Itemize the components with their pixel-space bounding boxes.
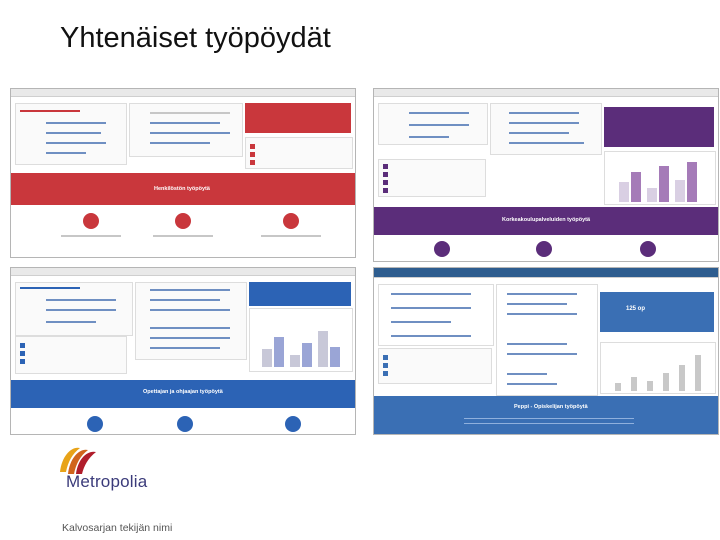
- people-icon: [434, 241, 450, 257]
- calendar-icon: [640, 241, 656, 257]
- banner-label: Peppi - Opiskelijan työpöytä: [514, 404, 588, 410]
- check-icon: [87, 416, 103, 432]
- left-panel: [378, 284, 494, 346]
- app-topbar: [374, 89, 718, 97]
- app-topbar: [11, 268, 355, 276]
- app-topbar: [11, 89, 355, 97]
- notice-card: [604, 107, 714, 147]
- credits-card: [600, 292, 714, 332]
- tools-icon: [285, 416, 301, 432]
- center-panel: [490, 103, 602, 155]
- banner-label: Henkilöstön työpöytä: [154, 186, 210, 192]
- banner-label: Korkeakoulupalveluiden työpöytä: [502, 217, 591, 223]
- settings-icon: [283, 213, 299, 229]
- screenshot-services-desktop: [373, 88, 719, 262]
- screenshot-student-desktop: [373, 267, 719, 435]
- desktop-banner: [11, 380, 355, 408]
- center-panel: [135, 282, 247, 360]
- center-panel: [496, 284, 598, 396]
- desktop-banner: [374, 396, 718, 434]
- app-topbar: [374, 268, 718, 278]
- footer-author: Kalvosarjan tekijän nimi: [62, 522, 173, 534]
- logo-wordmark: Metropolia: [66, 472, 148, 491]
- inbox-list: [378, 159, 486, 197]
- center-panel: [129, 103, 243, 157]
- left-panel: [15, 282, 133, 336]
- bar-chart: [604, 151, 716, 205]
- document-icon: [175, 213, 191, 229]
- desktop-banner: [11, 173, 355, 205]
- inbox-list: [378, 348, 492, 384]
- credits-value: 125 op: [626, 306, 646, 312]
- screenshot-teacher-desktop: [10, 267, 356, 435]
- bar-chart: [249, 308, 353, 372]
- inbox-list: [15, 336, 127, 374]
- list-icon: [536, 241, 552, 257]
- left-panel: [15, 103, 127, 165]
- left-panel: [378, 103, 488, 145]
- person-icon: [83, 213, 99, 229]
- desktop-banner: [374, 207, 718, 235]
- notice-card: [249, 282, 351, 306]
- banner-label: Opettajan ja ohjaajan työpöytä: [143, 389, 223, 395]
- list-icon: [177, 416, 193, 432]
- screenshot-staff-desktop: [10, 88, 356, 258]
- slide-title: Yhtenäiset työpöydät: [60, 22, 331, 54]
- notice-card: [245, 103, 351, 133]
- right-list: [245, 137, 353, 169]
- bar-chart: [600, 342, 716, 394]
